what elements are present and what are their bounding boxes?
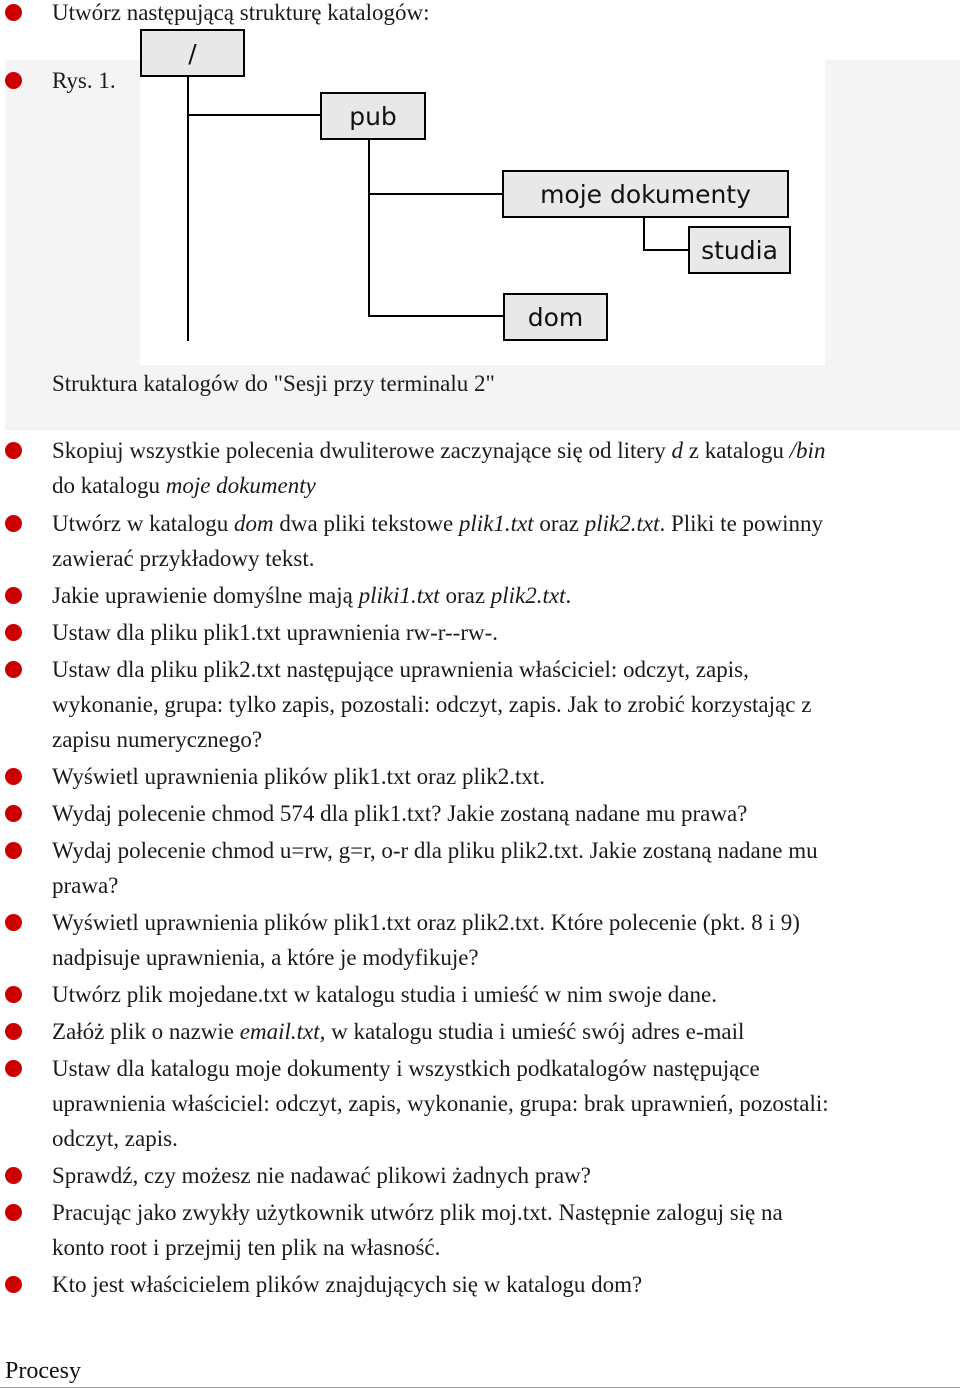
- figure-label: Rys. 1.: [52, 68, 116, 93]
- tree-connector: [643, 249, 688, 251]
- bullet-icon: [5, 842, 22, 859]
- task-item: Wydaj polecenie chmod u=rw, g=r, o-r dla pliku plik2.txt. Jakie zostaną nadane mu: [52, 838, 818, 863]
- bullet-icon: [5, 1276, 22, 1293]
- footer-section-title: Procesy: [5, 1358, 81, 1384]
- dir-node-label: studia: [701, 235, 778, 265]
- task-item: Ustaw dla katalogu moje dokumenty i wszystkich podkatalogów następujące: [52, 1056, 760, 1081]
- dir-node-label: pub: [349, 101, 397, 131]
- dir-node-root: [140, 29, 245, 77]
- dir-node-moje-dokumenty: [502, 170, 789, 218]
- task-item: Utwórz w katalogu dom dwa pliki tekstowe plik1.txt oraz plik2.txt. Pliki te powinny: [52, 511, 824, 536]
- intro-text: Utwórz następującą strukturę katalogów:: [52, 0, 430, 25]
- dir-node-label: /: [188, 38, 197, 68]
- task-item-continued: odczyt, zapis.: [52, 1126, 178, 1151]
- task-item-continued: do katalogu moje dokumenty: [52, 473, 316, 498]
- bullet-icon: [5, 442, 22, 459]
- task-item: Kto jest właścicielem plików znajdujących się w katalogu dom?: [52, 1272, 643, 1297]
- bullet-icon: [5, 986, 22, 1003]
- task-item: Załóż plik o nazwie email.txt, w katalogu studia i umieść swój adres e-mail: [52, 1019, 745, 1044]
- bullet-icon: [5, 1023, 22, 1040]
- task-item: Ustaw dla pliku plik2.txt następujące uprawnienia właściciel: odczyt, zapis,: [52, 657, 749, 682]
- task-item: Skopiuj wszystkie polecenia dwuliterowe zaczynające się od litery d z katalogu /bin: [52, 438, 826, 463]
- tree-connector: [368, 315, 504, 317]
- bullet-icon: [5, 1060, 22, 1077]
- task-item: Pracując jako zwykły użytkownik utwórz plik moj.txt. Następnie zaloguj się na: [52, 1200, 783, 1225]
- bullet-icon: [5, 1204, 22, 1221]
- tree-connector: [643, 218, 645, 251]
- bullet-icon: [5, 914, 22, 931]
- dir-node-label: dom: [527, 302, 584, 332]
- task-item: Ustaw dla pliku plik1.txt uprawnienia rw-r--rw-.: [52, 620, 499, 645]
- task-item: Wyświetl uprawnienia plików plik1.txt oraz plik2.txt. Które polecenie (pkt. 8 i 9): [52, 910, 800, 935]
- task-item-continued: zapisu numerycznego?: [52, 727, 263, 752]
- tree-connector: [187, 114, 321, 116]
- figure-caption: Struktura katalogów do "Sesji przy terminalu 2": [52, 371, 495, 396]
- task-item-continued: zawierać przykładowy tekst.: [52, 546, 315, 571]
- task-item-continued: prawa?: [52, 873, 119, 898]
- bullet-icon: [5, 768, 22, 785]
- footer-divider: [0, 1387, 960, 1388]
- task-item: Wydaj polecenie chmod 574 dla plik1.txt? Jakie zostaną nadane mu prawa?: [52, 801, 748, 826]
- task-item: Wyświetl uprawnienia plików plik1.txt oraz plik2.txt.: [52, 764, 546, 789]
- tree-connector: [368, 193, 503, 195]
- bullet-icon: [5, 624, 22, 641]
- dir-node-dom: [503, 293, 608, 341]
- task-item-continued: nadpisuje uprawnienia, a które je modyfikuje?: [52, 945, 479, 970]
- tree-connector: [368, 140, 370, 317]
- bullet-icon: [5, 661, 22, 678]
- bullet-icon: [5, 1167, 22, 1184]
- task-item: Sprawdź, czy możesz nie nadawać plikowi żadnych praw?: [52, 1163, 591, 1188]
- bullet-icon: [5, 515, 22, 532]
- task-item-continued: konto root i przejmij ten plik na własność.: [52, 1235, 441, 1260]
- dir-node-studia: [688, 226, 791, 274]
- dir-node-label: moje dokumenty: [540, 179, 751, 209]
- bullet-icon: [5, 587, 22, 604]
- bullet-icon: [5, 4, 22, 21]
- task-item-continued: uprawnienia właściciel: odczyt, zapis, wykonanie, grupa: brak uprawnień, pozostali:: [52, 1091, 829, 1116]
- dir-node-pub: [320, 92, 426, 140]
- task-item: Utwórz plik mojedane.txt w katalogu studia i umieść w nim swoje dane.: [52, 982, 717, 1007]
- task-item-continued: wykonanie, grupa: tylko zapis, pozostali: odczyt, zapis. Jak to zrobić korzystając z: [52, 692, 812, 717]
- bullet-icon: [5, 72, 22, 89]
- bullet-icon: [5, 805, 22, 822]
- task-item: Jakie uprawienie domyślne mają pliki1.txt oraz plik2.txt.: [52, 583, 572, 608]
